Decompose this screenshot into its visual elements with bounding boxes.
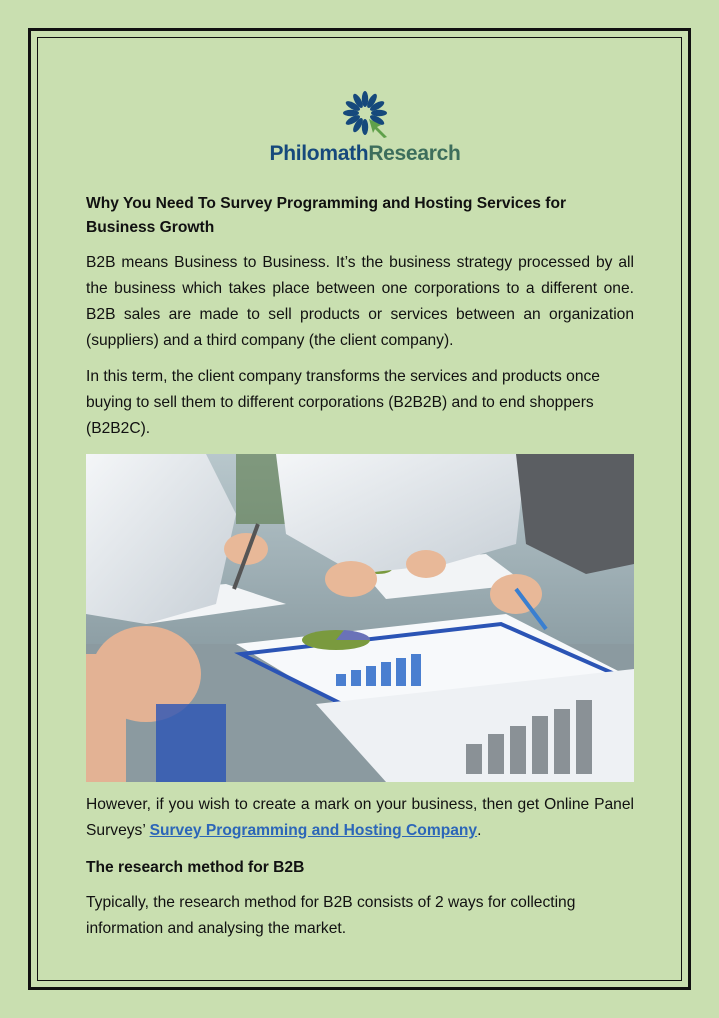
paragraph-call-to-action [86,792,634,844]
flower-logo-icon [340,88,390,138]
logo-wordmark [270,142,461,166]
survey-programming-link[interactable]: Survey Programming and Hosting Company [149,822,478,839]
section-heading-research-method: The research method for B2B [86,859,305,876]
document-content [86,88,634,942]
paragraph-research-method: Typically, the research method for B2B consists of 2 ways for collecting information and analysing the market. [86,894,576,937]
company-logo [96,88,634,166]
paragraph3-period: . [477,822,482,839]
logo-name-part2: Research [368,142,461,165]
business-meeting-photo [86,454,634,782]
paragraph-b2b-definition: B2B means Business to Business. It’s the business strategy processed by all the business which takes place between one corporations to a different one. B2B sales are made to sell products or services between an organization (suppliers) and a third company (the client company). [86,254,634,349]
logo-name-part1: Philomath [269,142,369,165]
paragraph-client-company: In this term, the client company transforms the services and products once buying to sell them to different corporations (B2B2B) and to end shoppers (B2B2C). [86,368,600,437]
paragraph3-text: However, if you wish to create a mark on your business, then get Online Panel Surveys’ [86,796,634,839]
document-title: Why You Need To Survey Programming and Hosting Services for Business Growth [86,195,567,236]
